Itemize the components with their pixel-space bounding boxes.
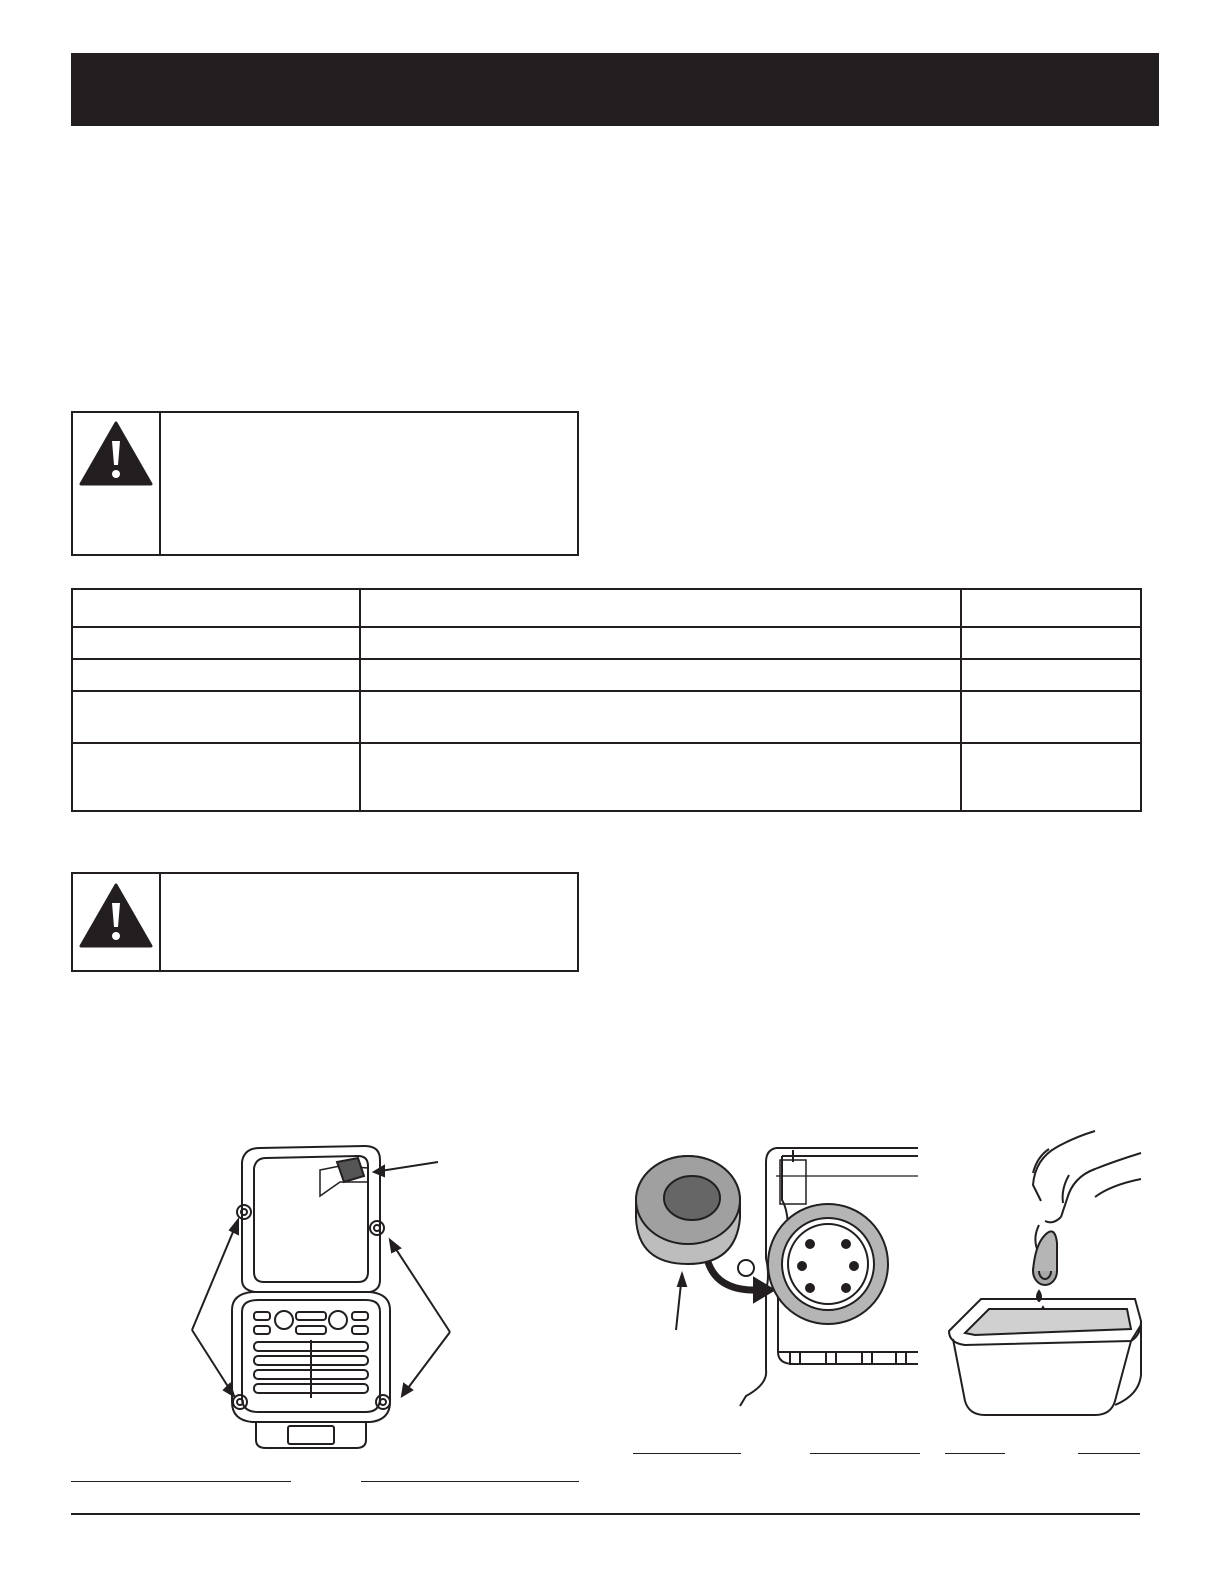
- warning-triangle-icon: [79, 883, 153, 949]
- filter-installation-figure: [628, 1140, 923, 1410]
- figure-caption-rule: [361, 1481, 579, 1482]
- figure-caption-rule: [633, 1453, 741, 1454]
- table-cell: [360, 659, 961, 691]
- figure-caption-rule: [1078, 1453, 1140, 1454]
- figure-caption-rule: [810, 1453, 920, 1454]
- table-cell: [72, 627, 360, 659]
- table-cell: [961, 659, 1141, 691]
- warning-icon-cell: [73, 413, 161, 554]
- table-cell: [360, 691, 961, 743]
- air-filter-cover-figure: [180, 1140, 470, 1460]
- warning-box-2: [71, 872, 579, 972]
- table-cell: [961, 691, 1141, 743]
- warning-triangle-icon: [79, 421, 153, 487]
- table-cell: [360, 627, 961, 659]
- table-cell: [72, 691, 360, 743]
- table-cell: [72, 589, 360, 627]
- warning-box-1: [71, 411, 579, 556]
- warning-icon-cell: [73, 874, 161, 970]
- table-cell: [360, 589, 961, 627]
- figure-caption-rule: [71, 1481, 291, 1482]
- figure-caption-rule: [945, 1453, 1005, 1454]
- table-cell: [961, 589, 1141, 627]
- table-row: [72, 659, 1141, 691]
- table-cell: [961, 627, 1141, 659]
- table-cell: [360, 743, 961, 811]
- table-row: [72, 627, 1141, 659]
- table-cell: [72, 743, 360, 811]
- table-row: [72, 743, 1141, 811]
- table-row: [72, 589, 1141, 627]
- table-cell: [961, 743, 1141, 811]
- footer-rule: [71, 1513, 1140, 1515]
- filter-oiling-figure: [945, 1125, 1145, 1425]
- section-header-bar: [71, 53, 1159, 126]
- maintenance-schedule-table: [71, 588, 1142, 812]
- table-row: [72, 691, 1141, 743]
- table-cell: [72, 659, 360, 691]
